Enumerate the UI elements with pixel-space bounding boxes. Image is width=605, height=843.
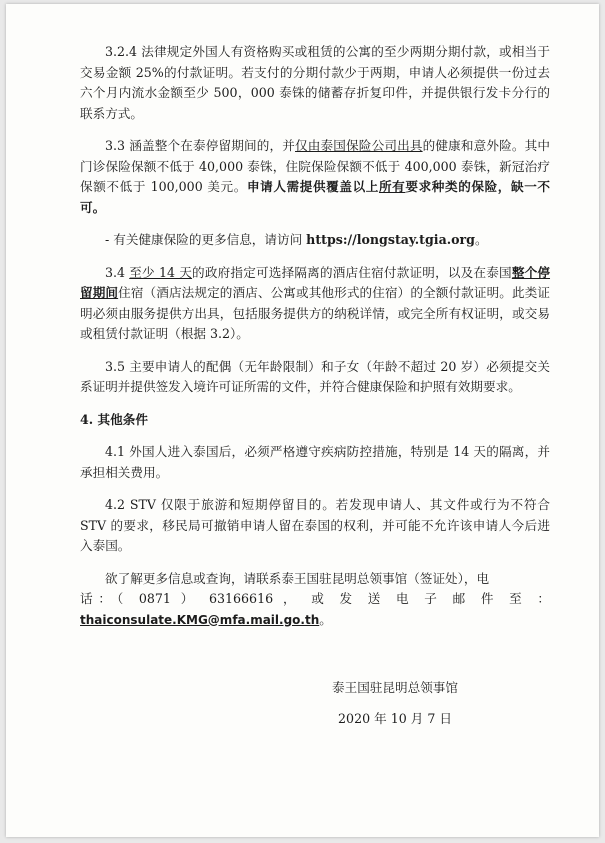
contact-line-1: 欲了解更多信息或查询，请联系泰王国驻昆明总领事馆（签证处），电	[105, 570, 490, 586]
paragraph-3-5: 3.5 主要申请人的配偶（无年龄限制）和子女（年龄不超过 20 岁）必须提交关系证明并提供签发入境许可证所需的文件，并符合健康保险和护照有效期要求。	[80, 358, 550, 394]
paragraph-3-4-bold-underlined: 整个停留期间	[80, 264, 551, 300]
insurance-note-suffix: 。	[474, 232, 488, 247]
paragraph-4-1: 4.1 外国人进入泰国后，必须严格遵守疾病防控措施，特别是 14 天的隔离，并承担相关费用。	[80, 444, 550, 480]
paragraph-3-4-text-a: 3.4	[105, 264, 130, 280]
paragraph-3-2-4: 3.2.4 法律规定外国人有资格购买或租赁的公寓的至少两期分期付款，或相当于交易金额 25%的付款证明。若支付的分期付款少于两期，申请人必须提供一份过去六个月内流水金额至少 500，000 泰铢的储蓄存折复印件，并提供银行发卡分行的联系方式。	[80, 44, 550, 121]
paragraph-3-4-text-b: 的政府指定可选择隔离的酒店住宿付款证明，以及在泰国	[192, 264, 512, 280]
paragraph-4-2: 4.2 STV 仅限于旅游和短期停留目的。若发现申请人、其文件或行为不符合 STV 的要求，移民局可撤销申请人留在泰国的权利，并可能不允许该申请人今后进入泰国。	[80, 497, 550, 553]
document-page	[6, 4, 599, 837]
contact-email-suffix: 。	[319, 611, 332, 627]
contact-email-line	[80, 610, 550, 631]
paragraph-3-3	[80, 136, 550, 218]
insurance-note	[80, 230, 550, 251]
contact-line-2: 话：（ 0871 ） 63166616 ， 或 发 送 电 子 邮 件 至 ：	[80, 591, 550, 606]
document-body	[80, 42, 550, 729]
paragraph-3-4-text-c: 住宿（酒店法规定的酒店、公寓或其他形式的住宿）的全额付款证明。此类证明必须由服务提供方出具，包括服务提供方的纳税详情，或完全所有权证明，或交易或租赁付款证明（根据 3.2）。	[80, 285, 551, 341]
paragraph-3-3-underlined: 仅由泰国保险公司出具	[295, 138, 423, 153]
signature-date: 2020 年 10 月 7 日	[338, 710, 452, 726]
paragraph-3-3-bold-underlined: 所有	[378, 179, 406, 194]
paragraph-3-3-bold-b: 要求种类的保险，缺一不可。	[80, 179, 550, 215]
paragraph-3-4-underlined: 至少 14 天	[129, 264, 193, 280]
section-4-heading: 4. 其他条件	[80, 411, 148, 427]
paragraph-3-4	[80, 263, 550, 345]
insurance-note-prefix: - 有关健康保险的更多信息，请访问	[105, 232, 307, 247]
insurance-website-link[interactable]: https://longstay.tgia.org	[306, 232, 475, 247]
paragraph-3-3-bold-a: 申请人需提供覆盖以上	[246, 179, 379, 194]
paragraph-3-3-text-a: 3.3 涵盖整个在泰停留期间的，并	[105, 138, 296, 153]
signature-organization: 泰王国驻昆明总领事馆	[332, 680, 458, 695]
consulate-email-link[interactable]: thaiconsulate.KMG@mfa.mail.go.th	[80, 612, 320, 627]
paragraph-3-3-text-b: 的健康和意外险。其中门诊保险保额不低于 40,000 泰铢，住院保险保额不低于 400,000 泰铢，新冠治疗保额不低于 100,000 美元。	[80, 138, 550, 194]
